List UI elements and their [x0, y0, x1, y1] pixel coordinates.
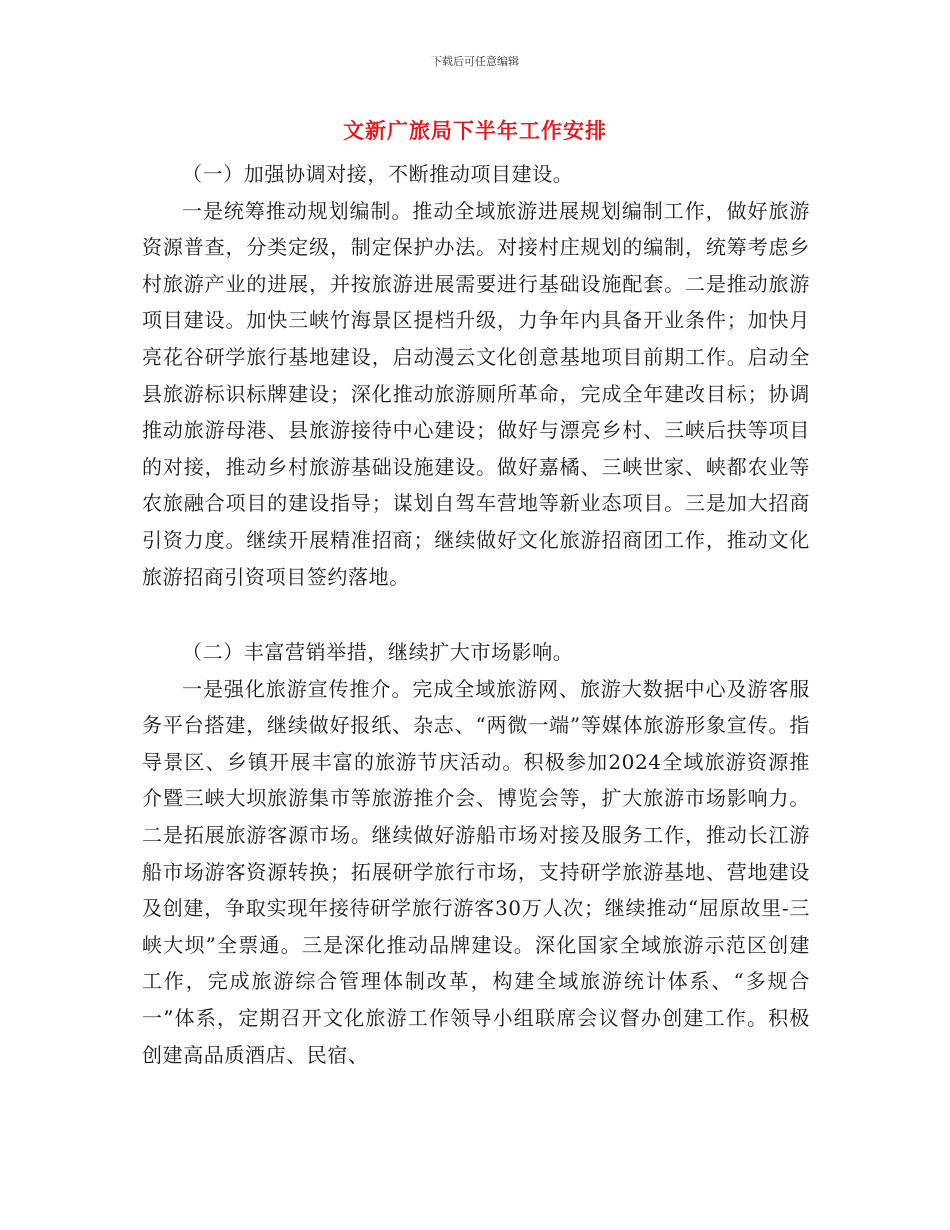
- header-note: 下载后可任意编辑: [431, 55, 519, 68]
- document-title: 文新广旅局下半年工作安排: [343, 119, 607, 143]
- section-2: [142, 634, 810, 1073]
- section-1-heading: （一）加强协调对接，不断推动项目建设。: [182, 162, 574, 186]
- section-2-heading: （二）丰富营销举措，继续扩大市场影响。: [182, 640, 574, 664]
- section-1-paragraph: 一是统筹推动规划编制。推动全域旅游进展规划编制工作，做好旅游资源普查，分类定级，制定保护办法。对接村庄规划的编制，统筹考虑乡村旅游产业的进展，并按旅游进展需要进行基础设施配套。二是推动旅游项目建设。加快三峡竹海景区提档升级，力争年内具备开业条件；加快月亮花谷研学旅行基地建设，启动漫云文化创意基地项目前期工作。启动全县旅游标识标牌建设；深化推动旅游厕所革命，完成全年建改目标；协调推动旅游母港、县旅游接待中心建设；做好与漂亮乡村、三峡后扶等项目的对接，推动乡村旅游基础设施建设。做好嘉橘、三峡世家、峡都农业等农旅融合项目的建设指导；谋划自驾车营地等新业态项目。三是加大招商引资力度。继续开展精准招商；继续做好文化旅游招商团工作，推动文化旅游招商引资项目签约落地。: [142, 198, 810, 589]
- section-2-paragraph: 一是强化旅游宣传推介。完成全域旅游网、旅游大数据中心及游客服务平台搭建，继续做好报纸、杂志、“两微一端”等媒体旅游形象宣传。指导景区、乡镇开展丰富的旅游节庆活动。积极参加2024全域旅游资源推介暨三峡大坝旅游集市等旅游推介会、博览会等，扩大旅游市场影响力。二是拓展旅游客源市场。继续做好游船市场对接及服务工作，推动长江游船市场游客资源转换；拓展研学旅行市场，支持研学旅游基地、营地建设及创建，争取实现年接待研学旅行游客30万人次；继续推动“屈原故里-三峡大坝”全票通。三是深化推动品牌建设。深化国家全域旅游示范区创建工作，完成旅游综合管理体制改革，构建全域旅游统计体系、“多规合一”体系，定期召开文化旅游工作领导小组联席会议督办创建工作。积极创建高品质酒店、民宿、: [142, 676, 810, 1067]
- section-1: [142, 156, 810, 595]
